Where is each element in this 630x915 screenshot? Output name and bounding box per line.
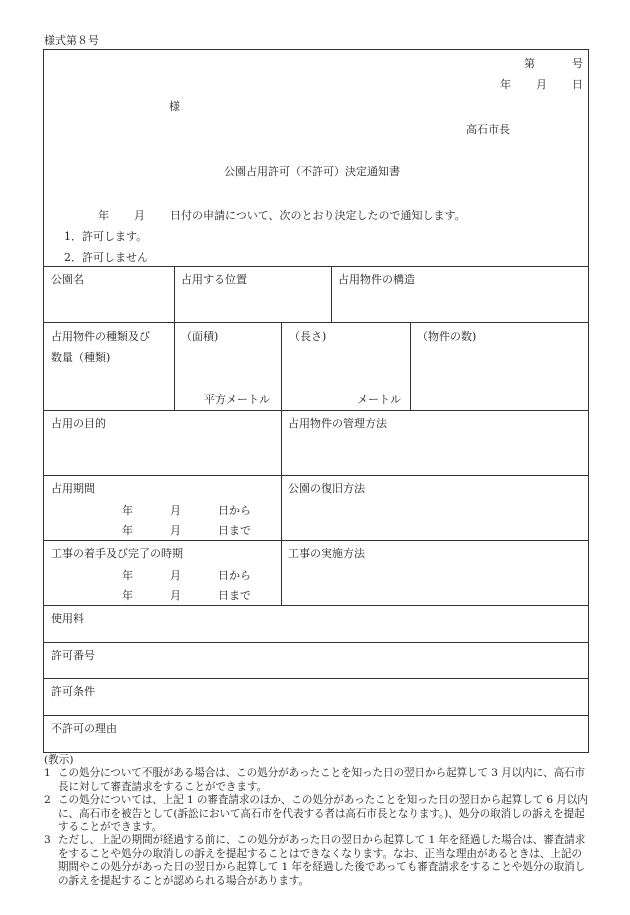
table-rule (43, 605, 589, 606)
kind-qty-label-line2: 数量（種類) (51, 351, 111, 364)
fee-label: 使用料 (51, 612, 84, 625)
period-from: 日から (218, 504, 251, 517)
purpose-label: 占用の目的 (51, 417, 106, 430)
document-title: 公園占用許可（不許可）決定通知書 (224, 165, 400, 178)
count-label: （物件の数) (417, 330, 477, 343)
permit-number-label: 許可番号 (51, 649, 95, 662)
table-rule (43, 678, 589, 679)
table-rule (43, 266, 589, 267)
structure-label: 占用物件の構造 (338, 273, 415, 286)
form-frame (43, 49, 589, 753)
date-day: 日 (572, 78, 583, 91)
issuer: 高石市長 (466, 123, 510, 136)
notice-item-number: 1 (44, 767, 51, 780)
notice-item-number: 2 (44, 794, 51, 807)
period-from-year: 年 (122, 504, 133, 517)
period-label: 占用期間 (51, 482, 95, 495)
intro-year: 年 (98, 209, 109, 222)
option-deny: 2．許可しません (64, 251, 148, 264)
construction-from: 日から (218, 569, 251, 582)
construction-from-month: 月 (170, 569, 181, 582)
table-rule (43, 475, 589, 476)
notice-item (44, 767, 592, 794)
kind-qty-label: 占用物件の種類及び (51, 330, 150, 343)
table-rule (331, 266, 332, 322)
area-label: （面積) (181, 330, 219, 343)
notice-item-number: 3 (44, 834, 51, 847)
notice-heading: (教示) (44, 754, 74, 766)
number-suffix: 号 (572, 57, 583, 70)
table-rule (410, 322, 411, 410)
construction-method-label: 工事の実施方法 (288, 547, 365, 560)
period-from-month: 月 (170, 504, 181, 517)
form-number: 様式第８号 (44, 34, 99, 47)
notice-item (44, 834, 592, 888)
table-rule (281, 322, 282, 410)
addressee-suffix: 様 (169, 100, 180, 113)
period-until-month: 月 (170, 524, 181, 537)
construction-until: 日まで (218, 589, 251, 602)
notice-section (44, 754, 592, 888)
table-rule (43, 642, 589, 643)
management-label: 占用物件の管理方法 (288, 417, 387, 430)
intro-month: 月 (134, 209, 145, 222)
length-unit: メートル (357, 393, 401, 406)
table-rule (43, 322, 589, 323)
table-rule (43, 540, 589, 541)
notice-item-text: この処分について不服がある場合は、この処分があったことを知った日の翌日から起算して 3 月以内に、高石市長に対して審査請求をすることができます。 (58, 767, 586, 793)
number-prefix: 第 (524, 57, 535, 70)
construction-time-label: 工事の着手及び完了の時期 (51, 547, 183, 560)
denial-reason-label: 不許可の理由 (51, 722, 117, 735)
date-month: 月 (536, 78, 547, 91)
construction-from-year: 年 (122, 569, 133, 582)
table-rule (43, 715, 589, 716)
construction-until-year: 年 (122, 589, 133, 602)
notice-item (44, 794, 592, 834)
intro-text: 日付の申請について、次のとおり決定したので通知します。 (170, 209, 466, 222)
period-until-year: 年 (122, 524, 133, 537)
period-until: 日まで (218, 524, 251, 537)
location-label: 占用する位置 (181, 273, 247, 286)
table-rule (174, 322, 175, 410)
table-rule (174, 266, 175, 322)
table-rule (281, 410, 282, 605)
area-unit: 平方メートル (204, 393, 270, 406)
park-name-label: 公園名 (51, 273, 84, 286)
notice-item-text: この処分については、上記 1 の審査請求のほか、この処分があったことを知った日の翌日から起算して 6 月以内に、高石市を被告として(訴訟において高石市を代表する者は高石市長となります。)、処分の取消しの訴えを提起することができます。 (58, 794, 588, 834)
restoration-label: 公園の復旧方法 (288, 482, 365, 495)
notice-item-text: ただし、上記の期間が経過する前に、この処分があった日の翌日から起算して 1 年を経過した場合は、審査請求をすることや処分の取消しの訴えを提起することはできなくなります。なお、正当な理由があるときは、上記の期間やこの処分があった日の翌日から起算して 1 年を経過した後であっても審査請求をすることや処分の取消しの訴えを提起することが認められる場合があります。 (58, 834, 586, 887)
table-rule (43, 410, 589, 411)
date-year: 年 (500, 78, 511, 91)
option-permit: 1．許可します。 (64, 230, 148, 243)
construction-until-month: 月 (170, 589, 181, 602)
permit-conditions-label: 許可条件 (51, 685, 95, 698)
length-label: （長さ) (289, 330, 327, 343)
